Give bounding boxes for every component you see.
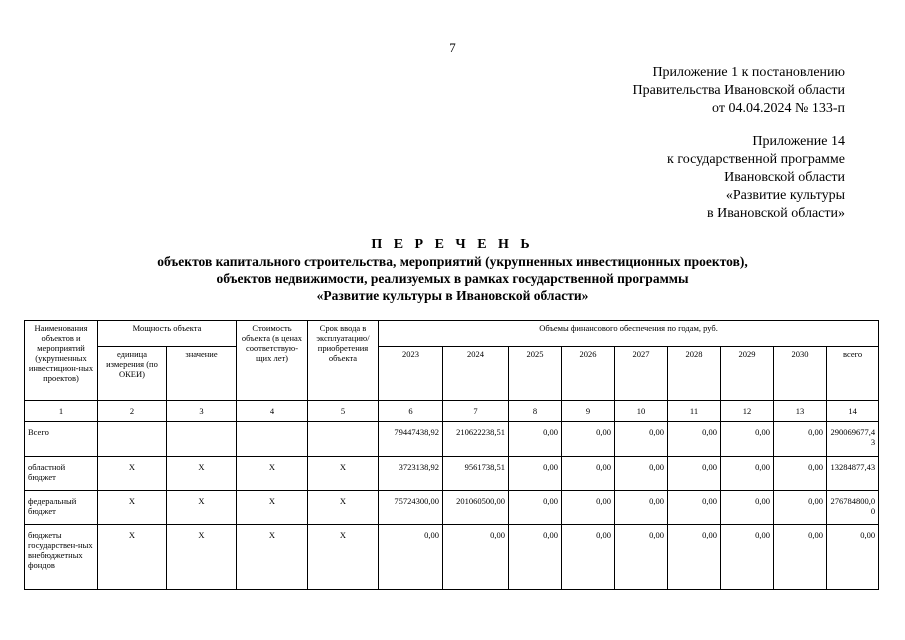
row-amount-2027: 0,00: [615, 457, 668, 491]
table-row-federal-budget: [25, 491, 879, 525]
row-amount-2025: 0,00: [509, 422, 562, 457]
row-name: бюджеты государствен-ных внебюджетных фондов: [25, 525, 98, 590]
appendix-14-line: «Развитие культуры: [725, 188, 845, 203]
row-amount-2028: 0,00: [668, 422, 721, 457]
row-amount-2026: 0,00: [562, 457, 615, 491]
row-amount-2023: 3723138,92: [379, 457, 443, 491]
header-year: 2029: [721, 347, 774, 401]
column-number: 14: [827, 401, 879, 422]
row-amount-2029: 0,00: [721, 525, 774, 590]
column-number: 9: [562, 401, 615, 422]
header-total: всего: [827, 347, 879, 401]
row-unit: Х: [98, 525, 167, 590]
header-row: [25, 321, 879, 347]
header-capacity: Мощность объекта: [98, 321, 237, 347]
header-capacity-unit: единица измерения (по ОКЕИ): [98, 347, 167, 401]
table-row-regional-budget: [25, 457, 879, 491]
funding-table: [24, 320, 879, 590]
column-number: 12: [721, 401, 774, 422]
row-unit: [98, 422, 167, 457]
row-amount-2026: 0,00: [562, 491, 615, 525]
column-number: 3: [167, 401, 237, 422]
row-amount-2029: 0,00: [721, 457, 774, 491]
row-cost: Х: [237, 457, 308, 491]
header-deadline: Срок ввода в эксплуатацию/ приобретения объекта: [308, 321, 379, 401]
row-amount-2025: 0,00: [509, 525, 562, 590]
header-year: 2024: [443, 347, 509, 401]
row-amount-total: 276784800,00: [827, 491, 879, 525]
row-amount-total: 13284877,43: [827, 457, 879, 491]
column-number: 10: [615, 401, 668, 422]
document-title: [0, 236, 905, 304]
page-number: 7: [449, 40, 456, 55]
header-year: 2023: [379, 347, 443, 401]
column-number: 6: [379, 401, 443, 422]
header-year: 2026: [562, 347, 615, 401]
row-amount-2027: 0,00: [615, 525, 668, 590]
appendix-1-line: Правительства Ивановской области: [632, 83, 845, 98]
title-line: объектов недвижимости, реализуемых в рамках государственной программы: [216, 271, 689, 286]
appendix-14-header: [667, 133, 845, 223]
row-value: Х: [167, 525, 237, 590]
header-year: 2030: [774, 347, 827, 401]
row-amount-2023: 79447438,92: [379, 422, 443, 457]
row-amount-2025: 0,00: [509, 457, 562, 491]
row-amount-2024: 0,00: [443, 525, 509, 590]
column-number: 7: [443, 401, 509, 422]
row-cost: Х: [237, 491, 308, 525]
table-row-extrabudgetary-funds: [25, 525, 879, 590]
row-amount-2024: 201060500,00: [443, 491, 509, 525]
row-cost: [237, 422, 308, 457]
row-amount-2023: 0,00: [379, 525, 443, 590]
row-amount-2027: 0,00: [615, 422, 668, 457]
header-name: Наименования объектов и мероприятий (укрупненных инвестицион-ных проектов): [25, 321, 98, 401]
title-line: объектов капитального строительства, мероприятий (укрупненных инвестиционных проектов),: [157, 254, 748, 269]
row-amount-2023: 75724300,00: [379, 491, 443, 525]
table-row-total: [25, 422, 879, 457]
header-year: 2025: [509, 347, 562, 401]
column-number: 5: [308, 401, 379, 422]
row-amount-total: 290069677,43: [827, 422, 879, 457]
row-deadline: Х: [308, 525, 379, 590]
row-name: областной бюджет: [25, 457, 98, 491]
appendix-14-line: к государственной программе: [667, 152, 845, 167]
subheader-row: [25, 347, 879, 401]
row-amount-2029: 0,00: [721, 491, 774, 525]
row-amount-2030: 0,00: [774, 525, 827, 590]
column-number: 4: [237, 401, 308, 422]
header-funding: Объемы финансового обеспечения по годам, руб.: [379, 321, 879, 347]
row-unit: Х: [98, 457, 167, 491]
row-deadline: [308, 422, 379, 457]
row-unit: Х: [98, 491, 167, 525]
row-amount-2030: 0,00: [774, 422, 827, 457]
row-value: Х: [167, 457, 237, 491]
row-amount-2026: 0,00: [562, 422, 615, 457]
appendix-14-line: в Ивановской области»: [707, 206, 845, 221]
row-amount-2030: 0,00: [774, 491, 827, 525]
row-deadline: Х: [308, 491, 379, 525]
column-number: 13: [774, 401, 827, 422]
row-amount-2024: 210622238,51: [443, 422, 509, 457]
appendix-14-line: Приложение 14: [752, 134, 845, 149]
row-amount-2028: 0,00: [668, 491, 721, 525]
row-amount-2030: 0,00: [774, 457, 827, 491]
row-value: Х: [167, 491, 237, 525]
row-amount-2025: 0,00: [509, 491, 562, 525]
row-amount-2028: 0,00: [668, 525, 721, 590]
header-cost: Стоимость объекта (в ценах соответствую-щих лет): [237, 321, 308, 401]
column-number: 11: [668, 401, 721, 422]
title-line: «Развитие культуры в Ивановской области»: [316, 288, 589, 303]
column-number: 1: [25, 401, 98, 422]
row-amount-2029: 0,00: [721, 422, 774, 457]
row-amount-2028: 0,00: [668, 457, 721, 491]
column-number: 2: [98, 401, 167, 422]
row-value: [167, 422, 237, 457]
row-amount-total: 0,00: [827, 525, 879, 590]
row-amount-2026: 0,00: [562, 525, 615, 590]
appendix-1-line: от 04.04.2024 № 133-п: [712, 101, 845, 116]
column-number: 8: [509, 401, 562, 422]
header-capacity-value: значение: [167, 347, 237, 401]
appendix-1-line: Приложение 1 к постановлению: [652, 65, 845, 80]
header-year: 2027: [615, 347, 668, 401]
row-name: федеральный бюджет: [25, 491, 98, 525]
row-amount-2027: 0,00: [615, 491, 668, 525]
column-number-row: [25, 401, 879, 422]
appendix-14-line: Ивановской области: [724, 170, 845, 185]
appendix-1-header: [633, 64, 845, 118]
title-heading: П Е Р Е Ч Е Н Ь: [371, 237, 534, 252]
row-cost: Х: [237, 525, 308, 590]
row-name: Всего: [25, 422, 98, 457]
header-year: 2028: [668, 347, 721, 401]
row-deadline: Х: [308, 457, 379, 491]
row-amount-2024: 9561738,51: [443, 457, 509, 491]
